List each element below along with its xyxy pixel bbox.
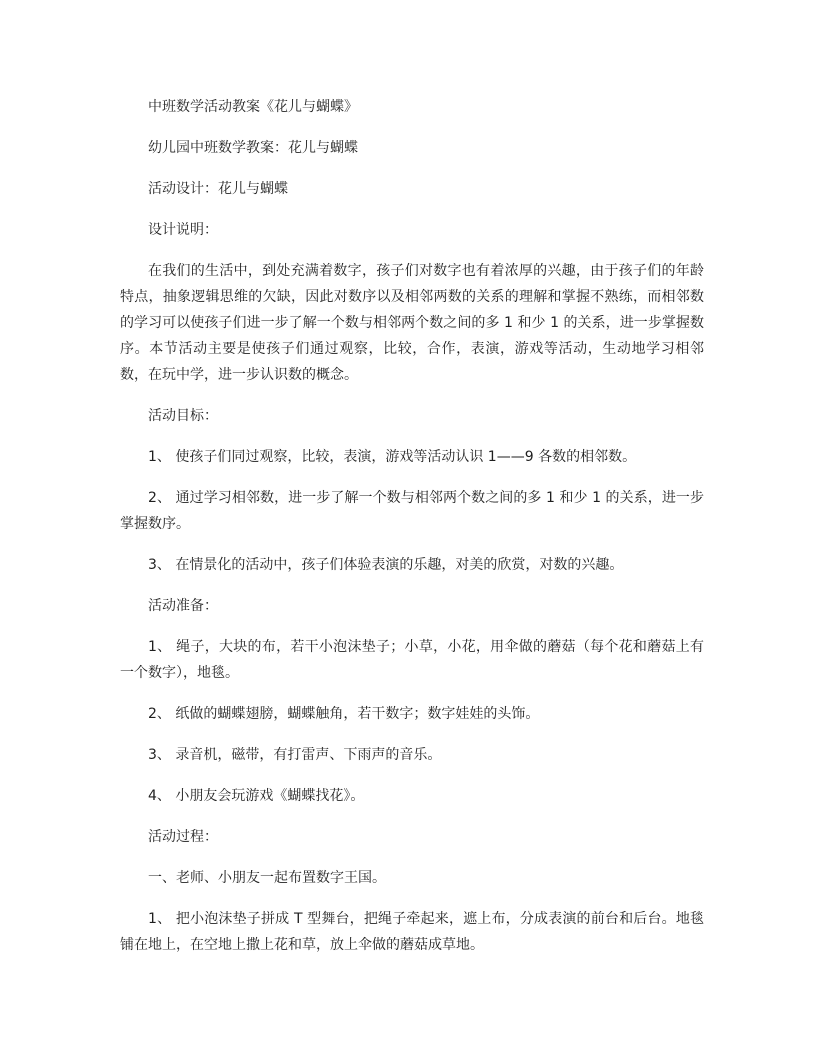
goals-heading: 活动目标： — [148, 408, 218, 424]
goal-item: 3、 在情景化的活动中，孩子们体验表演的乐趣，对美的欣赏，对数的兴趣。 — [148, 557, 624, 573]
design-line: 活动设计：花儿与蝴蝶 — [148, 181, 288, 197]
design-notes-body: 在我们的生活中，到处充满着数字，孩子们对数字也有着浓厚的兴趣，由于孩子们的年龄特点，抽象逻辑思维的欠缺，因此对数序以及相邻两数的关系的理解和掌握不熟练，而相邻数的学习可以使孩子们进一步了解一个数与相邻两个数之间的多 1 和少 1 的关系，进一步掌握数序。本节活动主要是使孩子们通过观察，比较，合作，表演，游戏等活动，生动地学习相邻数，在玩中学，进一步认识数的概念。 — [120, 263, 704, 383]
goal-item: 1、 使孩子们同过观察，比较，表演，游戏等活动认识 1——9 各数的相邻数。 — [148, 449, 637, 465]
goal-item: 2、 通过学习相邻数，进一步了解一个数与相邻两个数之间的多 1 和少 1 的关系，进一步掌握数序。 — [120, 490, 704, 532]
process-heading: 活动过程： — [148, 829, 218, 845]
prep-item: 4、 小朋友会玩游戏《蝴蝶找花》。 — [148, 788, 365, 804]
prep-item: 2、 纸做的蝴蝶翅膀，蝴蝶触角，若干数字；数字娃娃的头饰。 — [148, 706, 540, 722]
process-step: 一、老师、小朋友一起布置数字王国。 — [148, 870, 386, 886]
design-notes-heading: 设计说明： — [148, 222, 218, 238]
document-page — [120, 94, 704, 973]
prep-item: 1、 绳子，大块的布，若干小泡沫垫子；小草，小花，用伞做的蘑菇（每个花和蘑菇上有一个数字），地毯。 — [120, 639, 704, 681]
prep-item: 3、 录音机，磁带，有打雷声、下雨声的音乐。 — [148, 747, 442, 763]
document-title: 中班数学活动教案《花儿与蝴蝶》 — [148, 99, 358, 115]
document-subtitle: 幼儿园中班数学教案：花儿与蝴蝶 — [148, 140, 358, 156]
process-substep: 1、 把小泡沫垫子拼成 T 型舞台，把绳子牵起来，遮上布，分成表演的前台和后台。地毯铺在地上，在空地上撒上花和草，放上伞做的蘑菇成草地。 — [120, 911, 704, 953]
prep-heading: 活动准备： — [148, 598, 218, 614]
